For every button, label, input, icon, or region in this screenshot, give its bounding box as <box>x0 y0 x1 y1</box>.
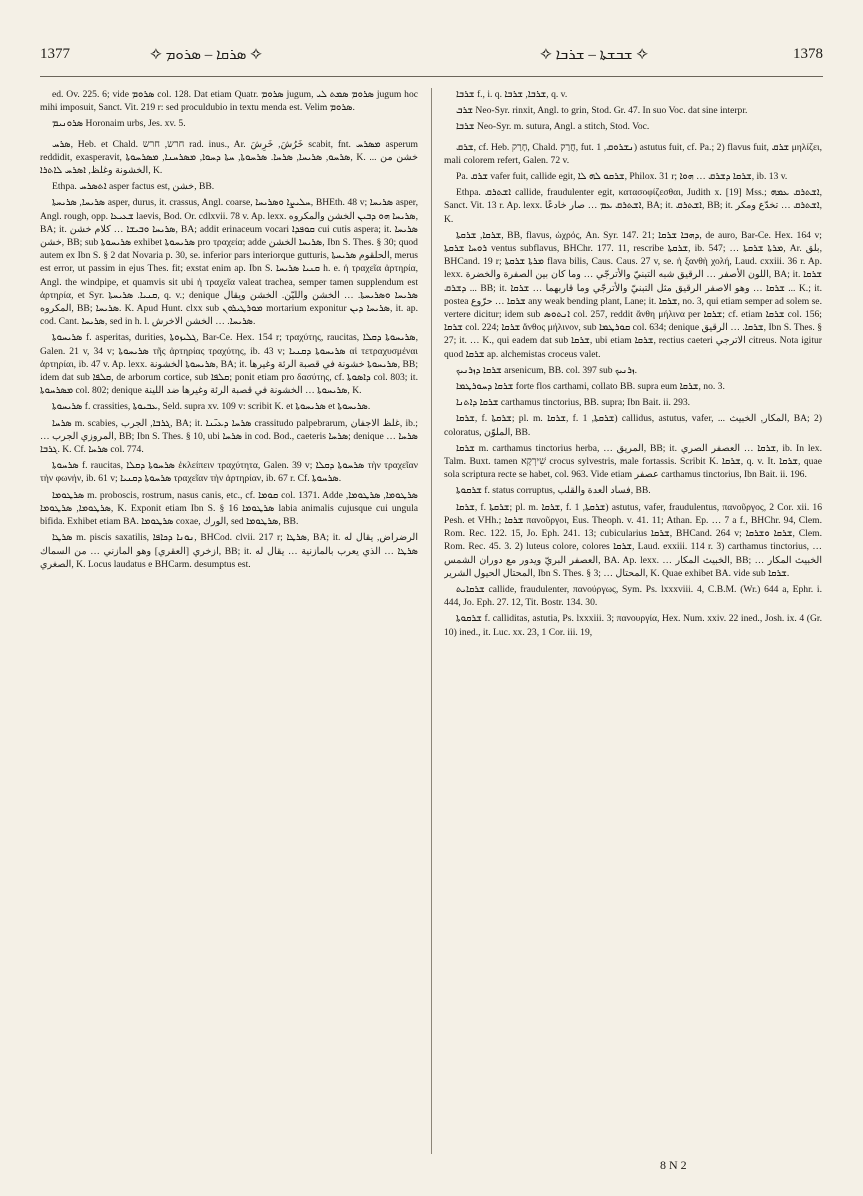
entry: ܫܪܩܐ m. carthamus tinctorius herba, … المريق, BB; it. ܫܪܩܐ … العصفر الصري, ib. In lex. Talm. Buxt. tamen שִׁירְקָא crocus sylvestris, male fortassis. Scribit K. ܫܪܩܐ, q. v. It. ܫܪܩܐ, quae sola scriptura recte se habet, col. 963. Vide etiam عصفر carthamus tinctorius, Ibn Bait. ii. 196. <box>444 442 822 481</box>
entry: ܫܪܩܐܝܬ callide, fraudulenter, πανούργως, Sym. Ps. lxxxviii. 4, C.B.M. (Wr.) 644 a, Ephr. i. 444, Jo. Eph. 27. 12, Tit. Bostr. 134. 30. <box>444 583 822 609</box>
page-header <box>40 40 823 77</box>
entry: Ethpa. ܐܬܣܪܚ asper factus est, خشن, BB. <box>52 181 215 193</box>
entry: ܣܪܚܐ m. scabies, ܓܪܒܐ, الجرب, BA; it. ܣܪܚܐ ܕܥܝ̈ܢܐ crassitudo palpebrarum, غلظ الاجفان, ib.; … المروزي الجرب, BB; Ibn S. Thes. § 10, ubi ܣܪܚܐ in cod. Bod., caeteris ܣܪܚܐ; denique ܣܪܚܐ … ܓܪܒܐ. K. Cf. ܣܪܚܐ col. 774. <box>40 417 418 456</box>
entry: ܣܪܚ, Heb. et Chald. חרש, חרש rad. inus., Ar. خَرُشَ, خَرِشَ scabit, fnt. ܡܣܪܚ asperum reddidit, exasperavit, ܣܪܚܘ, ܣܪܝܚܐ, ܣܪܚܐ. ܣܪܚܘܬܐ, ܚܬܐ ܕܚܘܐ, ܡܣܪܚܢܐ, ܡܣܪܚܘܬܐ, K. ... خشن من الخشونة وغلظ, ܐܣܪܚ ܠܐܬܪܐ, K. <box>40 138 418 177</box>
entry: ܫܪܒܐ f., i. q. ܫܪܒܐ, ܫܪܒܐ, q. v. <box>456 89 568 100</box>
entry: ܣܪܛܐ m. piscis saxatilis, ܢܘܢܐ ܕܟܐܦܐ, BHCod. clvii. 217 r; ܣܪܛܐ, BA; it. الرضراض, يقال له ازخري [العقري] وهو المازني … من السماك, BB; it. ܣܪܛܐ … الذي يعرب بالمازنية … يقال له الصغري, K. Locus laudatus e BHCarm. desumptus est. <box>40 532 418 570</box>
entry: ܣܪܝܚܐ, ܣܪܝܚܬܐ asper, durus, it. crassus, Angl. coarse, ܚܠܝܨܐ ܘܣܪܝܚܐ, BHEth. 48 v; ܣܪܝܚܐ asper, Angl. rough, opp. ܫܥܝܥܐ laevis, Bod. Or. cdlxvii. 78 v. Ap. lexx. ܣܪܝܚܐ ܗܘ ܕܒܝܢ الخشن والمكروه, BA; it. ܣܪܝܚܐ ܘܒܝܫܐ … كلام خشن, BA; addit erinaceum vocari ܩܘܦܕܐ cui cutis aspera; it. ܣܪܝܚܐ خشن, BB; sub ܣܪܝܚܘܬܐ exhibet ܣܪܝܚܘܬܐ pro τραχεία; adde ܣܪܝܚܐ الخشن, Ibn S. Thes. § 30; quod autem ex Ibn S. § 2 dat Novaria p. 30, se. inferior pars interiorque gutturis, الحلقوم ܣܪܝܚܬܐ, merus est error, ut passim in ejus Thes. fit; exstat enim ap. Ibn S. ܩܢܝܐ ܣܪܝܚܐ h. e. ἡ τραχεῖα ἀρτηρία, Angl. the windpipe, et quamvis sit ubi ἡ τραχεῖα valeat trachea, semper tamen supplendum est ἀρτηρία, et Syr. ܩܢܝܐ. ܣܪܝܚܬܐ, q. v.; denique ܣܪܝܚܐ ܘܣܪܝܚܬܐ. … الخشن والليّن. الخشن ويقال المكروه, BB; ܣܪܝܚܐ. K. Apud Hunt. clxx sub ܡܘܪܛܝܪܘܢ mortarium exponitur ܣܪܝܚܐ ܕܝܢ, it. ap. cod. Cant. ܣܪܝܚܐ, sed in h. l. ܣܪܝܚܐ. … الخشن الاخرش. <box>40 197 418 328</box>
entry: ܣܪܝܚܘܬܐ f. asperitas, durities, ܓܠܝܙܘܬܐ, Bar-Ce. Hex. 154 r; τραχύτης, raucitas, ܣܪܝܚܘܬܐ ܕܩܠܐ, Galen. 21 v, 34 v; ܣܪܝܚܘܬܐ τῆς ἀρτηρίας τραχύτης, ib. 43 v; ܣܪܝܚܘܬܐ ܕܩܢܝܐ αἱ τετραχυσμέναι ἀρτηρίαι, ib. 47 v. Ap. lexx. ܣܪܝܚܘܬܐ الخشونة, BA; it. ܣܪܝܚܘܬܐ خشونة في قصبة الرئة وغيرها, BB; idem dat sub ܩܠܦܐ, de arborum cortice, sub ܩܠܦܐ; ponit etiam pro δασύτης, cf. ܕܐܣܘܬܐ col. 803; it. ܡܣܪܚܘܬܐ col. 802; denique ܣܪܝܚܘܬܐ … الخشونة في قصبة الرئة وغيرها ضد اللينة, K. <box>40 332 418 397</box>
entry: ܫܪܩܐ, ܫܪܩܬܐ, BB, flavus, ὠχρός, An. Syr. 147. 21; ܕܗܒܐ ܫܪܩܐ, de auro, Bar-Ce. Hex. 164 v; ܪܘܚܐ ܫܪܩܬܐ ventus subflavus, BHChr. 177. 11, rescribe ܫܪܩܬܐ, ib. 547; … ܡܪܬܐ ܫܪܩܬܐ, Ar. بلق, BHCand. 19 r; ܡܪܬܐ ܫܪܩܬܐ flava bilis, Caus. Caus. 27 v, se. ἡ ξανθὴ χολή, Laud. cxxiii. 36 r. Ap. lexx. اللون الأصفر … الرقيق شبه التبنيّ والأترجّي … وما كان بين الصفرة والخضرة, BA; it. ܫܪܩܐ ܕܫܪܩ ... BB; it. ܫܪܩܐ … وهو الاصفر الرقيق مثل التبنيّ والأترجّي وما قاربهما … ܫܪܩܐ ... K.; it. postea ܫܪܩܐ … حرّوع any weak bending plant, Lane; it. ܫܪܩܐ, no. 3, qui etiam semper ad solem se. vertere dicitur; idem sub ܐܢܬܘܣ col. 257, reddit ἄνθη μήλινα per ܫܪܩܐ; cf. etiam ܫܪܩܐ col. 156; ܫܪܩܐ col. 224; ܫܪܩܐ ἄνθος μήλινον, sub ܩܘܪܛܡܐ col. 634; denique ܫܪܩܐ. … الرقيق, Ibn S. Thes. § 27; it. … K., qui eadem dat sub ܫܪܩܐ, ubi etiam ܫܪܩܐ, rectius caeteri الاترجي citreus. Nota igitur quod ܫܪܩܐ ap. alchemistas croceus valet. <box>444 229 822 360</box>
left-page-number: 1377 <box>40 46 70 62</box>
entry: ܫܪܩܐ ܕܙܪܢܝܟ arsenicum, BB. col. 397 sub ܙܪܢܝܟ. <box>456 364 638 376</box>
printer-signature: 8 N 2 <box>660 1158 687 1172</box>
entry: ܫܪܩܐ ܕܚܘܪܛܡܐ forte flos carthami, collato BB. supra eum ܫܪܩܐ, no. 3. <box>456 381 725 393</box>
entry: Ethpa. ܐܫܬܪܩ callide, fraudulenter egit, κατασοφίζεσθαι, Judith x. [19] Mss.; ܐܫܬܪܩ ܥܡܗ, Sanct. Vit. 13 r. Ap. lexx. ܐܫܬܪܩ ܥܡ … صار خادعًا, BA; it. ܐܫܬܪܩ, BB; it. ܐܫܬܪܩ … تخدّع ومكر, K. <box>444 187 822 225</box>
entry: ܫܪܒ Neo-Syr. rinxit, Angl. to grin, Stod. Gr. 47. In suo Voc. dat sine interpr. <box>456 105 748 117</box>
entry: ܫܪܒܐ Neo-Syr. m. sutura, Angl. a stitch, Stod. Voc. <box>456 121 650 133</box>
entry: ܫܪܩܘܬܐ f. status corruptus, فساد العدة والقلب, BB. <box>456 485 651 497</box>
entry: ܣܪܚܘܬܐ f. raucitas, ܣܪܚܘܬܐ ܕܩܠܐ ἐκλείπειν τραχύτητα, Galen. 39 v; ܣܪܚܘܬܐ ܕܩܠܐ τὴν τραχεῖαν τὴν φωνήν, ib. 61 v; ܣܪܚܘܬܐ ܕܩܢܝܐ τραχεῖαν τὴν ἀρτηρίαν, ib. 67 r. Cf. ܣܪܚܘܬܐ. <box>40 460 418 485</box>
entry: ܣܪܘܢܝܡ Horonaim urbs, Jes. xv. 5. <box>52 118 186 130</box>
entry: ܣܪܛܘܡܐ m. proboscis, rostrum, nasus canis, etc., cf. ܩܘܡܐ col. 1371. Adde ܣܪܛܘܡܐ, ܣܪܛܘܡܐ, ܣܪܛܘܡܐ, ܣܪܛܘܡܐ, K. Exponit etiam Ibn S. § 16 ܣܪܛܘܡܐ labia animalis cujusque cui ungula bifida. Exhibet etiam BA. ܣܪܛܘܡܐ coxae, الورك, sed ܣܪܛܘܡܐ, BB. <box>40 489 418 528</box>
entry: ed. Ov. 225. 6; vide ܣܪܘܡ col. 128. Dat etiam Quatr. ܣܪܘܡ jugum, ܣܪܘܡ ܣܡܬ ܠܝ jugum hoc mihi imposuit, Sanct. Vit. 219 r: sed proculdubio in textu menda est. Velim ܣܪܘܡ. <box>40 89 418 114</box>
entry: ܫܪܩܐ ܕܐܬܢܐ carthamus tinctorius, BB. supra; Ibn Bait. ii. 293. <box>456 397 691 409</box>
entry: ܣܪܝܚܘܬܐ f. crassities, ܥܒܝܘܬܐ, Seld. supra xv. 109 v: scribit K. et ܣܪܝܚܘܬܐ et ܣܪܝܚܘܬܐ. <box>52 401 371 413</box>
right-column <box>444 88 822 1178</box>
entry: ܫܪܩܐ, f. ܫܪܩܬܐ; pl. m. ܫܪܩܐ, f. ܫܪܩܬܐ, 1) astutus, vafer, fraudulentus, πανοῦργος, 2 Cor. xii. 16 Pesh. et VHh.; ܫܪܩܐ πανοῦργοι, Eus. Theoph. v. 41. 11; Athan. Ep. … 7 a f., BHChr. 94, Clem. Rom. Rec. 122. 15, Jo. Eph. 241. 13; cubicularius ܫܪܩܐ, BHCand. 264 v; ܫܪܩܐ ܘܫܪܩܐ, Clem. Rom. Rec. 45. 3. 2) luteus colore, colores ܫܪܩܐ, Laud. exxiii. 114 r. 3) carthamus tinctorius, … العصفر البريّ ويدور مع دوران الشمس, BA. Ap. lexx. … الخبيث المكار, BB; … الخبيث المكار المحتال الحيول الشرير, Ibn S. Thes. § 3; … المحتال, K. Quae exhibet BA. vide sub ܫܪܩܐ. <box>444 501 822 579</box>
column-divider <box>431 88 432 1154</box>
entry: ܫܪܩ, cf. Heb. חָרַק, Chald. חֲרַק, fut. ܢܫܪܘܩ, 1) astutus fuit, cf. Pa.; 2) flavus fuit, ܫܪܩ μηλίζει, mali colorem refert, Galen. 72 v. <box>444 141 822 166</box>
right-running-title: ✧ ܫܒܫܬܐ – ܫܪܒܐ ✧ <box>540 47 649 63</box>
entry: ܫܪܩܐ, f. ܫܪܩܬܐ; pl. m. ܫܪܩܐ, f. ܫܪܩܬܐ, 1) callidus, astutus, vafer, ... المكار, الخبيث, BA; 2) coloratus, الملوّن, BB. <box>444 413 822 438</box>
entry: ܫܪܩܘܬܐ f. calliditas, astutia, Ps. lxxxiii. 3; πανουργία, Hex. Num. xxiv. 22 ined., Josh. ix. 4 (Gr. 10) ined., it. Luc. xx. 23, 1 Cor. iii. 19, <box>444 613 822 638</box>
left-running-title: ✧ ܣܪܩܐ – ܣܪܘܡ ✧ <box>150 47 263 63</box>
entry: Pa. ܫܪܩ vafer fuit, callide egit, ܫܪܩܘ ܠܗ ܠܐ, Philox. 31 r; ܫܪܩܐ ܕܫܪܩ … ܗܘܐ, ib. 13 v. <box>456 171 788 183</box>
right-page-number: 1378 <box>793 46 823 62</box>
left-column <box>40 88 418 1178</box>
